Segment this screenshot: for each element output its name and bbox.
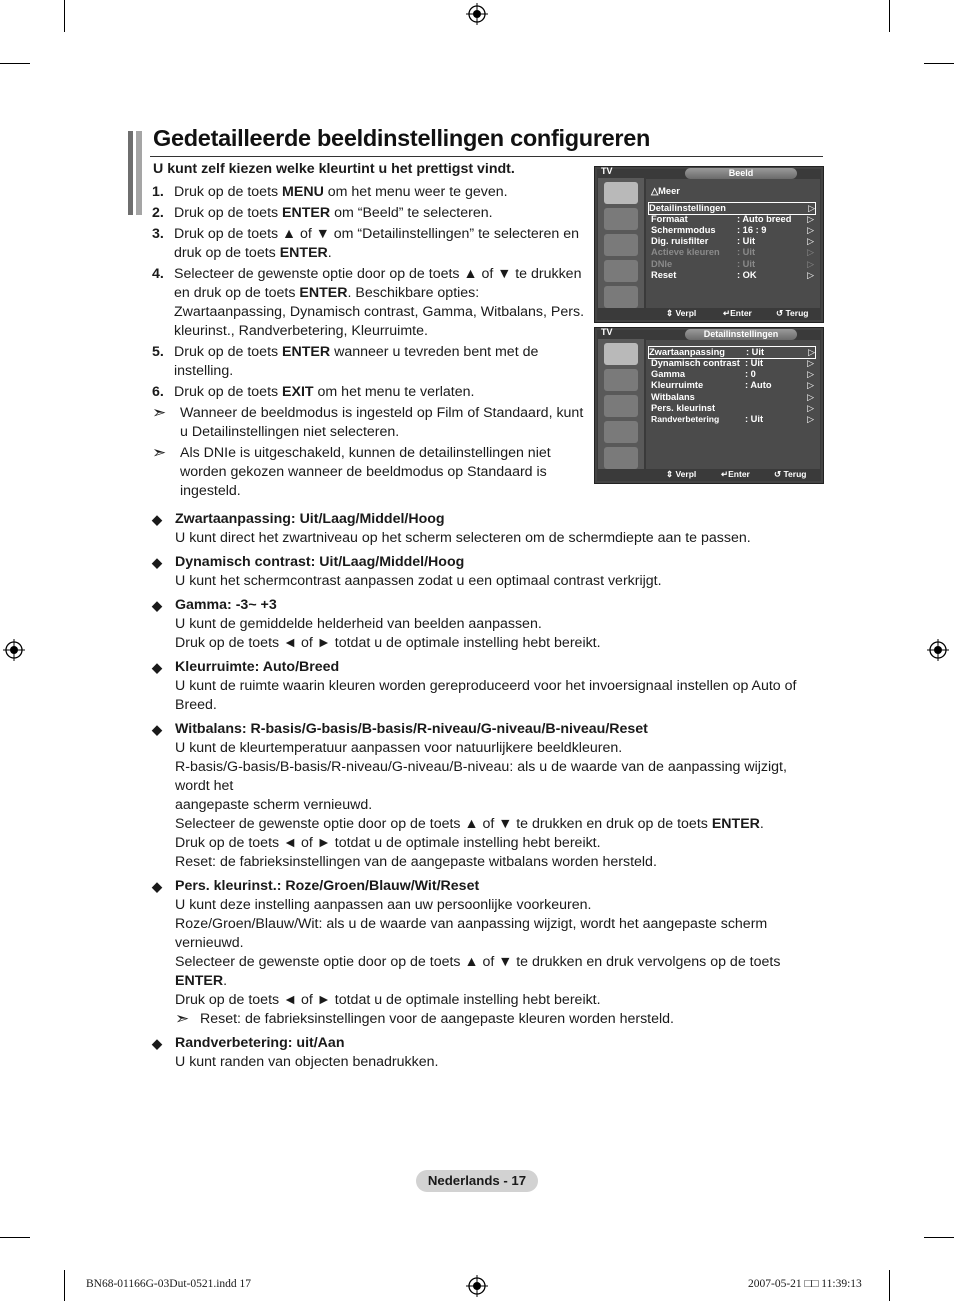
back-hint: ↺ Terug: [774, 469, 807, 479]
menu-item[interactable]: Formaat : Auto breed ▷: [651, 214, 814, 224]
option-heading: Dynamisch contrast: Uit/Laag/Middel/Hoog: [175, 554, 465, 570]
print-slug-file: BN68-01166G-03Dut-0521.indd 17: [86, 1278, 252, 1290]
option-text: R-basis/G-basis/B-basis/R-niveau/G-niveau/B-niveau: als u de waarde van de aanpassing wijzigt, wordt het: [175, 759, 787, 794]
registration-mark-icon: [466, 1275, 488, 1297]
tv-menu-detail: [594, 327, 824, 484]
step-item: [152, 383, 590, 402]
intro-text: U kunt zelf kiezen welke kleurtint u het prettigst vindt.: [153, 161, 515, 177]
option-text: Roze/Groen/Blauw/Wit: als u de waarde van aanpassing wijzigt, wordt het aangepaste scherm vernieuwd.: [175, 916, 768, 951]
option-zwartaanpassing: [152, 510, 832, 548]
print-slug-date: 2007-05-21 □□ 11:39:13: [748, 1278, 862, 1290]
step-number: 1.: [152, 184, 164, 200]
crop-mark: [64, 0, 65, 32]
arrow-right-icon: ▷: [807, 403, 814, 413]
note-arrow-icon: ➣: [175, 1009, 190, 1028]
menu-item[interactable]: Gamma : 0 ▷: [651, 369, 814, 379]
note-text: Als DNIe is uitgeschakeld, kunnen de detailinstellingen niet worden gekozen wanneer de beeldmodus op Standaard is ingesteld.: [180, 445, 551, 499]
option-kleurruimte: [152, 658, 832, 715]
note-arrow-icon: ➣: [152, 443, 167, 462]
step-number: 5.: [152, 344, 164, 360]
channel-icon: [604, 395, 638, 417]
setup-icon: [604, 421, 638, 443]
option-text: U kunt de gemiddelde helderheid van beelden aanpassen.: [175, 616, 542, 632]
step-number: 2.: [152, 205, 164, 221]
option-text: aangepaste scherm vernieuwd.: [175, 797, 373, 813]
step-text: Druk op de toets MENU om het menu weer te geven.: [174, 184, 508, 200]
note-item: [152, 404, 590, 442]
picture-icon: [604, 182, 638, 204]
arrow-right-icon: ▷: [807, 380, 814, 390]
step-text: Druk op de toets EXIT om het menu te verlaten.: [174, 384, 475, 400]
crop-mark: [924, 1237, 954, 1238]
arrow-right-icon: ▷: [807, 358, 814, 368]
sound-icon: [604, 208, 638, 230]
crop-mark: [0, 1237, 30, 1238]
crop-mark: [889, 0, 890, 32]
channel-icon: [604, 234, 638, 256]
menu-footer: [646, 308, 820, 320]
enter-hint: ↵Enter: [721, 469, 750, 479]
move-hint: ⇕ Verpl: [666, 469, 697, 479]
title-rule: [150, 156, 823, 157]
registration-mark-icon: [3, 639, 25, 661]
menu-footer: [646, 469, 820, 481]
option-gamma: [152, 596, 832, 653]
option-text: Selecteer de gewenste optie door op de toets ▲ of ▼ te drukken en druk vervolgens op de toets ENTER.: [175, 954, 781, 989]
menu-item[interactable]: Randverbetering : Uit ▷: [651, 414, 814, 424]
step-text: Druk op de toets ENTER om “Beeld” te selecteren.: [174, 205, 493, 221]
step-text: Druk op de toets ▲ of ▼ om “Detailinstellingen” te selecteren en druk op de toets ENTER.: [174, 226, 580, 261]
menu-sidebar: [598, 339, 644, 469]
diamond-bullet-icon: ◆: [152, 1036, 162, 1051]
menu-header: Beeld: [685, 168, 797, 179]
tv-label: TV: [601, 166, 613, 176]
menu-item: Actieve kleuren : Uit ▷: [651, 247, 814, 257]
option-heading: Gamma: -3~ +3: [175, 597, 277, 613]
arrow-right-icon: ▷: [807, 270, 814, 280]
page-number-badge: Nederlands - 17: [416, 1170, 538, 1192]
registration-mark-icon: [466, 3, 488, 25]
crop-mark: [64, 1270, 65, 1301]
option-text: U kunt randen van objecten benadrukken.: [175, 1054, 439, 1070]
setup-icon: [604, 260, 638, 282]
option-text: Reset: de fabrieksinstellingen van de aangepaste witbalans worden hersteld.: [175, 854, 657, 870]
enter-hint: ↵Enter: [723, 308, 752, 318]
option-text: U kunt direct het zwartniveau op het scherm selecteren om de schermdiepte aan te passen.: [175, 530, 751, 546]
step-item: [152, 183, 590, 202]
step-item: [152, 204, 590, 223]
crop-mark: [0, 63, 30, 64]
menu-item[interactable]: Schermmodus : 16 : 9 ▷: [651, 225, 814, 235]
menu-item[interactable]: Reset : OK ▷: [651, 270, 814, 280]
menu-item[interactable]: Witbalans ▷: [651, 392, 814, 402]
diamond-bullet-icon: ◆: [152, 598, 162, 613]
menu-item[interactable]: Dig. ruisfilter : Uit ▷: [651, 236, 814, 246]
option-heading: Pers. kleurinst.: Roze/Groen/Blauw/Wit/Reset: [175, 878, 480, 894]
arrow-right-icon: ▷: [807, 247, 814, 257]
note-arrow-icon: ➣: [152, 403, 167, 422]
steps-list: [152, 183, 590, 503]
tv-label: TV: [601, 327, 613, 337]
menu-sidebar: [598, 178, 644, 308]
menu-content: [646, 340, 820, 469]
step-item: [152, 343, 590, 381]
arrow-right-icon: ▷: [807, 236, 814, 246]
step-number: 4.: [152, 266, 164, 282]
menu-header: Detailinstellingen: [685, 329, 797, 340]
registration-mark-icon: [927, 639, 949, 661]
menu-item-detailinstellingen[interactable]: Detailinstellingen ▷: [649, 203, 815, 213]
step-number: 6.: [152, 384, 164, 400]
title-accent-bar: [128, 131, 133, 215]
input-icon: [604, 286, 638, 308]
step-item: [152, 265, 590, 341]
arrow-right-icon: ▷: [808, 203, 815, 213]
page-title: Gedetailleerde beeldinstellingen configureren: [153, 125, 651, 151]
back-hint: ↺ Terug: [776, 308, 809, 318]
option-heading: Kleurruimte: Auto/Breed: [175, 659, 340, 675]
option-text: U kunt de kleurtemperatuur aanpassen voor natuurlijkere beeldkleuren.: [175, 740, 623, 756]
menu-item[interactable]: Dynamisch contrast : Uit ▷: [651, 358, 814, 368]
menu-item[interactable]: Pers. kleurinst ▷: [651, 403, 814, 413]
diamond-bullet-icon: ◆: [152, 555, 162, 570]
picture-icon: [604, 343, 638, 365]
move-hint: ⇕ Verpl: [666, 308, 697, 318]
menu-item: DNIe : Uit ▷: [651, 259, 814, 269]
option-heading: Zwartaanpassing: Uit/Laag/Middel/Hoog: [175, 511, 445, 527]
arrow-right-icon: ▷: [807, 392, 814, 402]
options-list: [152, 510, 832, 1077]
menu-item-zwartaanpassing[interactable]: Zwartaanpassing : Uit ▷: [649, 347, 815, 357]
arrow-right-icon: ▷: [807, 214, 814, 224]
diamond-bullet-icon: ◆: [152, 512, 162, 527]
option-randverbetering: [152, 1034, 832, 1072]
step-text: Selecteer de gewenste optie door op de toets ▲ of ▼ te drukken en druk op de toets ENTER. Beschikbare opties: Zwartaanpassing, Dynamisch contrast, Gamma, Witbalans, Pers. kleurinst., Randverbetering, Kleurruimte.: [174, 266, 585, 339]
note-text: Wanneer de beeldmodus is ingesteld op Film of Standaard, kunt u Detailinstellingen niet selecteren.: [180, 405, 584, 440]
title-accent-bar: [136, 131, 142, 215]
diamond-bullet-icon: ◆: [152, 879, 162, 894]
input-icon: [604, 447, 638, 469]
option-heading: Witbalans: R-basis/G-basis/B-basis/R-niveau/G-niveau/B-niveau/Reset: [175, 721, 648, 737]
option-text: Druk op de toets ◄ of ► totdat u de optimale instelling hebt bereikt.: [175, 992, 601, 1008]
diamond-bullet-icon: ◆: [152, 660, 162, 675]
option-text: U kunt het schermcontrast aanpassen zodat u een optimaal contrast verkrijgt.: [175, 573, 662, 589]
menu-more[interactable]: △Meer: [651, 186, 680, 196]
step-number: 3.: [152, 226, 164, 242]
option-text: Druk op de toets ◄ of ► totdat u de optimale instelling hebt bereikt.: [175, 635, 601, 651]
option-pers-kleurinst: [152, 877, 832, 1029]
note-item: [152, 444, 590, 501]
arrow-right-icon: ▷: [807, 414, 814, 424]
option-text: U kunt deze instelling aanpassen aan uw persoonlijke voorkeuren.: [175, 897, 592, 913]
option-dynamisch-contrast: [152, 553, 832, 591]
option-text: U kunt de ruimte waarin kleuren worden gereproduceerd voor het invoersignaal instellen op Auto of Breed.: [175, 678, 797, 713]
crop-mark: [924, 63, 954, 64]
step-item: [152, 225, 590, 263]
option-text: Selecteer de gewenste optie door op de toets ▲ of ▼ te drukken en druk op de toets ENTER.: [175, 816, 764, 832]
crop-mark: [889, 1270, 890, 1301]
diamond-bullet-icon: ◆: [152, 722, 162, 737]
option-text: Druk op de toets ◄ of ► totdat u de optimale instelling hebt bereikt.: [175, 835, 601, 851]
option-heading: Randverbetering: uit/Aan: [175, 1035, 345, 1051]
note-item: [175, 1010, 805, 1029]
option-witbalans: [152, 720, 832, 872]
arrow-right-icon: ▷: [807, 259, 814, 269]
sound-icon: [604, 369, 638, 391]
step-text: Druk op de toets ENTER wanneer u tevreden bent met de instelling.: [174, 344, 539, 379]
arrow-right-icon: ▷: [808, 347, 815, 357]
note-text: Reset: de fabrieksinstellingen voor de aangepaste kleuren worden hersteld.: [200, 1011, 674, 1027]
arrow-right-icon: ▷: [807, 225, 814, 235]
menu-content: [646, 179, 820, 308]
tv-menu-picture: [594, 166, 824, 323]
menu-item[interactable]: Kleurruimte : Auto ▷: [651, 380, 814, 390]
arrow-right-icon: ▷: [807, 369, 814, 379]
